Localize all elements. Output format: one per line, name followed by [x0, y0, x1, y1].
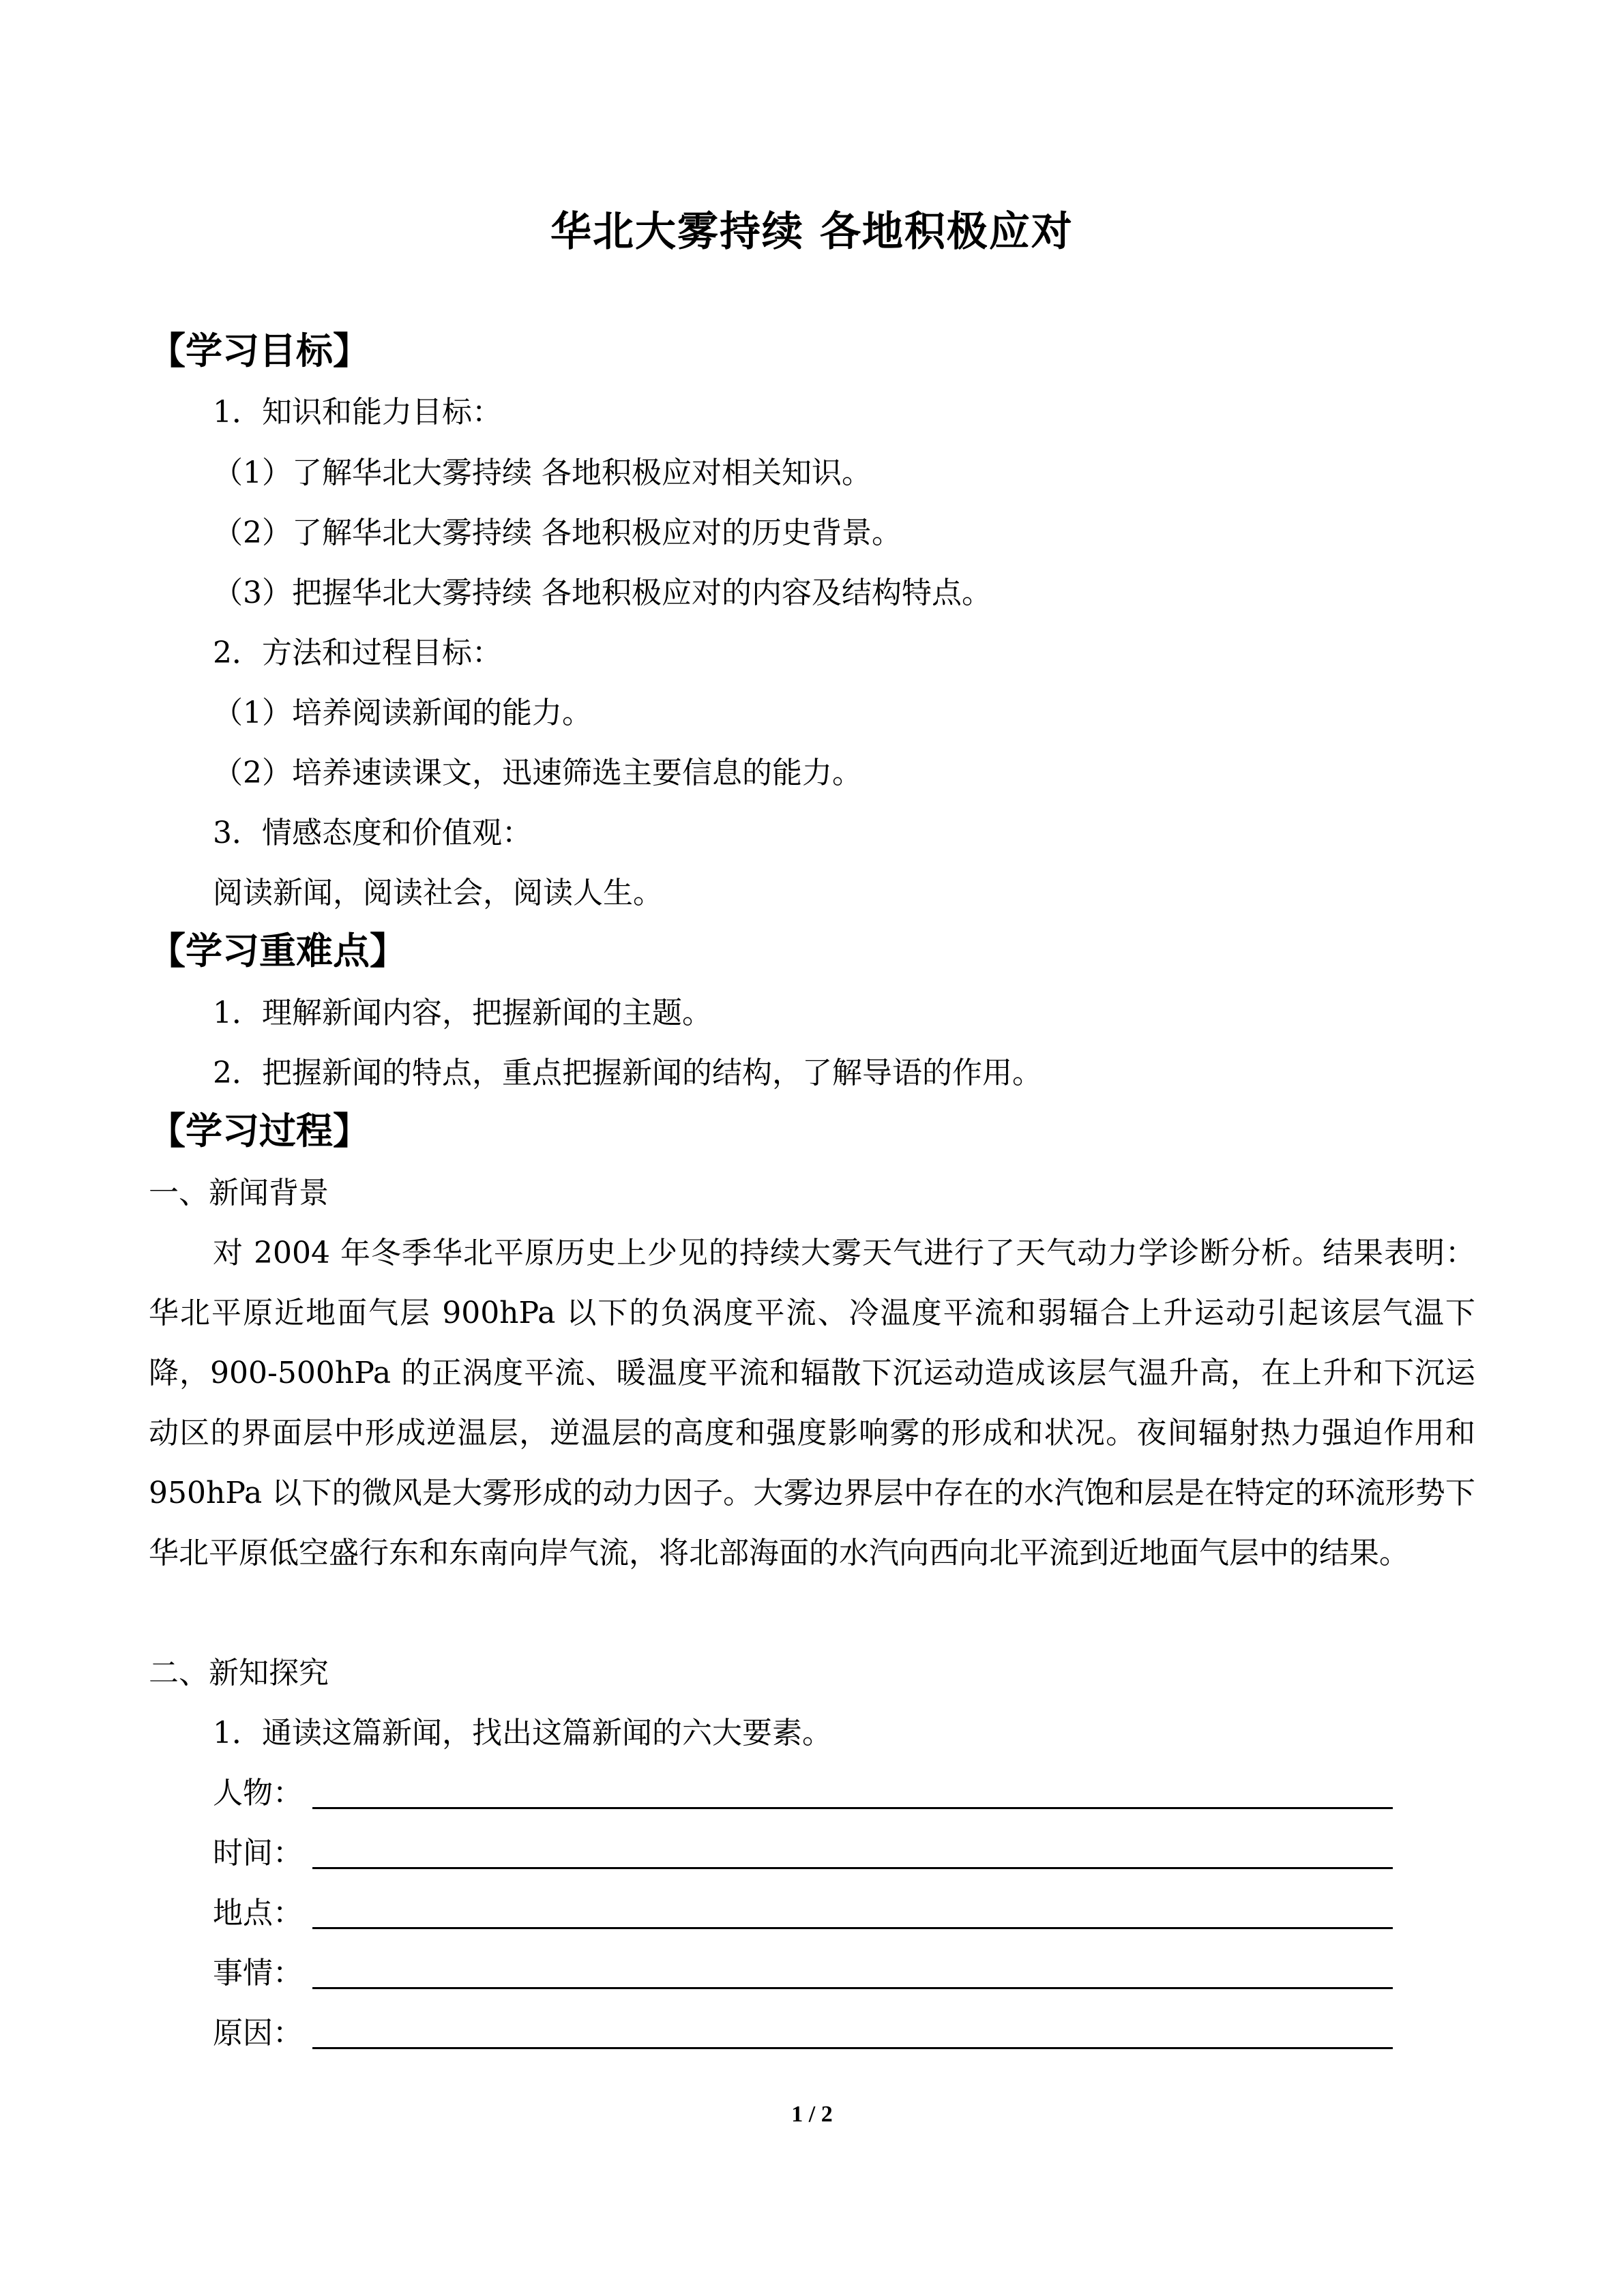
blank-label: 地点：	[213, 1896, 303, 1930]
key-point-line: 2．把握新闻的特点，重点把握新闻的结构，了解导语的作用。	[213, 1056, 1042, 1090]
goal-line: （1）了解华北大雾持续 各地积极应对相关知识。	[213, 456, 872, 490]
blank-row-event	[213, 1953, 303, 1994]
answer-blank-line	[312, 1927, 1393, 1929]
blank-row-cause	[213, 2013, 303, 2054]
key-point-line: 1．理解新闻内容，把握新闻的主题。	[213, 996, 712, 1030]
goal-line: 2．方法和过程目标：	[213, 636, 502, 670]
goals-heading: 【学习目标】	[149, 329, 370, 372]
answer-blank-line	[312, 1867, 1393, 1869]
blank-label: 人物：	[213, 1776, 303, 1810]
background-heading: 一、新闻背景	[149, 1176, 329, 1210]
goal-line: 3．情感态度和价值观：	[213, 816, 532, 850]
blank-label: 原因：	[213, 2016, 303, 2051]
goal-line: （2）培养速读课文，迅速筛选主要信息的能力。	[213, 756, 862, 790]
blank-label: 时间：	[213, 1836, 303, 1870]
goal-line: （1）培养阅读新闻的能力。	[213, 696, 592, 730]
process-heading: 【学习过程】	[149, 1109, 370, 1152]
goal-line: 阅读新闻，阅读社会，阅读人生。	[213, 876, 663, 910]
blank-row-person	[213, 1773, 303, 1814]
goal-line: 1．知识和能力目标：	[213, 395, 502, 430]
background-paragraph: 对 2004 年冬季华北平原历史上少见的持续大雾天气进行了天气动力学诊断分析。结果表明：华北平原近地面气层 900hPa 以下的负涡度平流、冷温度平流和弱辐合上升运动引起该层气温下降，900-500hPa 的正涡度平流、暖温度平流和辐散下沉运动造成该层气温升高，在上升和下沉运动区的界面层中形成逆温层，逆温层的高度和强度影响雾的形成和状况。夜间辐射热力强迫作用和 950hPa 以下的微风是大雾形成的动力因子。大雾边界层中存在的水汽饱和层是在特定的环流形势下华北平原低空盛行东和东南向岸气流，将北部海面的水汽向西向北平流到近地面气层中的结果。	[149, 1236, 1475, 1570]
blank-row-place	[213, 1893, 303, 1934]
blank-row-time	[213, 1833, 303, 1874]
key-points-heading: 【学习重难点】	[149, 929, 407, 972]
page-number: 1 / 2	[791, 2102, 833, 2127]
answer-blank-line	[312, 2047, 1393, 2049]
explore-question: 1．通读这篇新闻，找出这篇新闻的六大要素。	[213, 1716, 832, 1750]
answer-blank-line	[312, 1987, 1393, 1989]
goal-line: （2）了解华北大雾持续 各地积极应对的历史背景。	[213, 516, 902, 550]
blank-label: 事情：	[213, 1956, 303, 1991]
goal-line: （3）把握华北大雾持续 各地积极应对的内容及结构特点。	[213, 576, 992, 610]
answer-blank-line	[312, 1807, 1393, 1809]
explore-heading: 二、新知探究	[149, 1656, 329, 1690]
page-title: 华北大雾持续 各地积极应对	[550, 208, 1074, 256]
